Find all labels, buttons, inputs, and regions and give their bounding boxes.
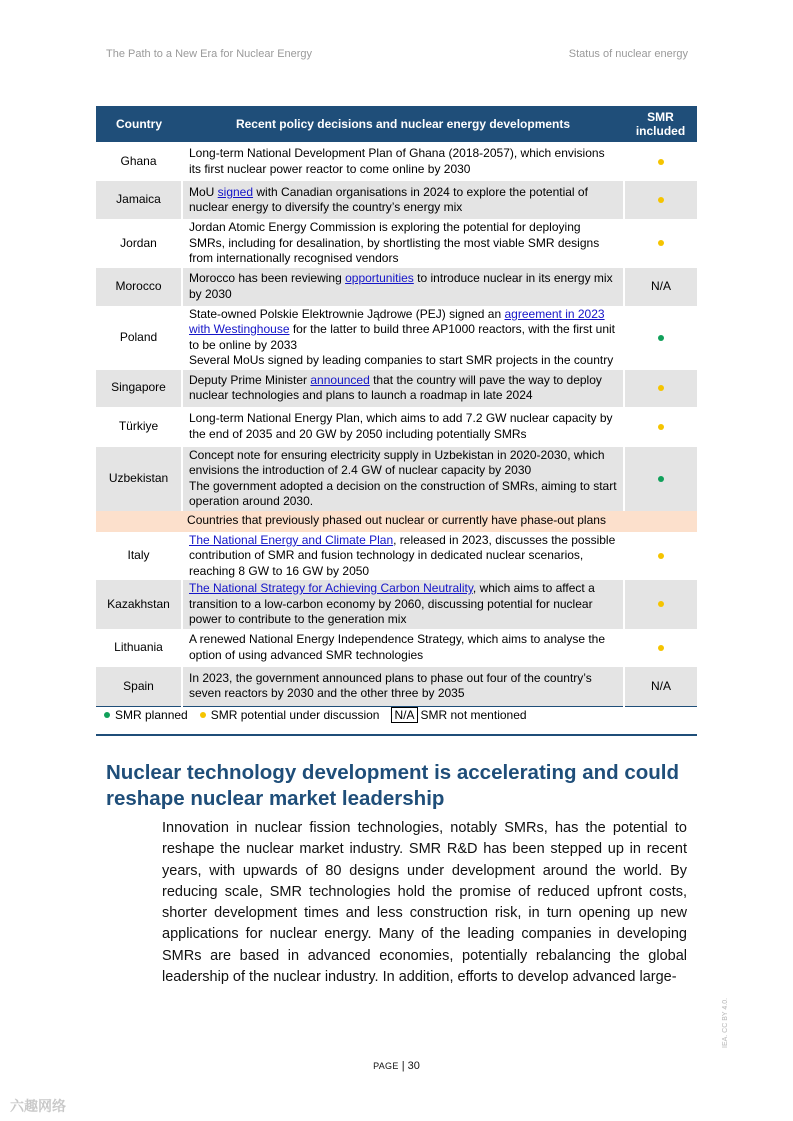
page-separator: | bbox=[401, 1060, 408, 1072]
smr-status-cell bbox=[624, 407, 697, 447]
reference-link[interactable]: opportunities bbox=[345, 271, 414, 285]
table-row bbox=[96, 306, 697, 370]
policy-cell bbox=[182, 447, 624, 511]
smr-status-cell bbox=[624, 580, 697, 629]
column-header-smr: SMR included bbox=[624, 106, 697, 142]
policy-text: Morocco has been reviewing bbox=[189, 271, 346, 285]
smr-status-cell bbox=[624, 219, 697, 268]
policy-text: Long-term National Development Plan of Ghana (2018-2057), which envisions its first nuclear power reactor to come online by 2030 bbox=[189, 146, 605, 176]
policy-cell bbox=[182, 580, 624, 629]
country-cell: Jamaica bbox=[96, 181, 182, 219]
policy-text: Concept note for ensuring electricity supply in Uzbekistan in 2020-2030, which envisions the introduction of 2.4 GW of nuclear capacity by 2030 bbox=[189, 447, 605, 477]
yellow-dot-icon bbox=[658, 553, 664, 559]
green-dot-icon bbox=[104, 712, 110, 718]
yellow-dot-icon bbox=[658, 645, 664, 651]
legend-item-planned bbox=[104, 708, 188, 722]
table-row bbox=[96, 629, 697, 667]
legend-label-not-mentioned: SMR not mentioned bbox=[420, 708, 527, 722]
table-header-row bbox=[96, 106, 697, 142]
policy-cell bbox=[182, 532, 624, 581]
country-cell: Türkiye bbox=[96, 407, 182, 447]
smr-status-cell bbox=[624, 532, 697, 581]
policy-text: to introduce nuclear in its energy mix by 2030 bbox=[189, 271, 613, 301]
smr-status-cell bbox=[624, 181, 697, 219]
table-row bbox=[96, 268, 697, 306]
page-word: PAGE bbox=[373, 1061, 399, 1071]
country-cell: Kazakhstan bbox=[96, 580, 182, 629]
country-cell: Jordan bbox=[96, 219, 182, 268]
country-cell: Uzbekistan bbox=[96, 447, 182, 511]
policy-text: State-owned Polskie Elektrownie Jądrowe (PEJ) signed an bbox=[189, 306, 505, 321]
policy-text: for the latter to build three AP1000 reactors, with the first unit to be online by 2033 bbox=[189, 322, 616, 352]
policy-cell bbox=[182, 181, 624, 219]
green-dot-icon bbox=[658, 476, 664, 482]
legend-label-planned: SMR planned bbox=[115, 708, 188, 722]
country-cell: Ghana bbox=[96, 142, 182, 181]
reference-link[interactable]: signed bbox=[217, 184, 254, 199]
smr-status-cell: N/A bbox=[624, 268, 697, 306]
policy-text: Long-term National Energy Plan, which aims to add 7.2 GW nuclear capacity by the end of 2035 and 20 GW by 2050 including potentially SMRs bbox=[189, 411, 613, 441]
country-cell: Lithuania bbox=[96, 629, 182, 667]
smr-status-cell bbox=[624, 142, 697, 181]
yellow-dot-icon bbox=[658, 385, 664, 391]
reference-link[interactable]: agreement in 2023 with Westinghouse bbox=[189, 306, 605, 336]
legend bbox=[104, 707, 539, 723]
yellow-dot-icon bbox=[658, 240, 664, 246]
country-cell: Poland bbox=[96, 306, 182, 370]
green-dot-icon bbox=[658, 335, 664, 341]
yellow-dot-icon bbox=[658, 424, 664, 430]
table-row bbox=[96, 142, 697, 181]
policy-text: A renewed National Energy Independence Strategy, which aims to analyse the option of using advanced SMR technologies bbox=[189, 632, 606, 662]
country-cell: Morocco bbox=[96, 268, 182, 306]
policy-text: In 2023, the government announced plans to phase out four of the country’s seven reactors by 2030 and the other three by 2035 bbox=[189, 670, 592, 701]
reference-link[interactable]: The National Energy and Climate Plan bbox=[189, 532, 394, 547]
table-body bbox=[96, 142, 697, 707]
table-row bbox=[96, 219, 697, 268]
table-row bbox=[96, 667, 697, 707]
policy-cell bbox=[182, 407, 624, 447]
running-header-section: Status of nuclear energy bbox=[568, 48, 688, 60]
policy-text: Several MoUs signed by leading companies to start SMR projects in the country bbox=[189, 353, 614, 367]
reference-link[interactable]: announced bbox=[310, 372, 370, 387]
reference-link[interactable]: The National Strategy for Achieving Carbon Neutrality bbox=[189, 581, 473, 595]
policy-table bbox=[96, 106, 697, 707]
policy-text: , released in 2023, discusses the possible contribution of SMR and fusion technology in dedicated nuclear scenarios, reaching 8 GW to 16 GW by 2050 bbox=[189, 532, 616, 578]
smr-status-cell bbox=[624, 629, 697, 667]
table-row bbox=[96, 407, 697, 447]
body-paragraph: Innovation in nuclear fission technologies, notably SMRs, has the potential to reshape the nuclear market industry. SMR R&D has been stepped up in recent years, with upwards of 80 designs under development around the world. By reducing scale, SMR technologies hold the promise of reduced upfront costs, shorter development times and less construction risk, in turn opening up new applications for nuclear energy. Many of the leading companies in developing SMRs are based in advanced economies, potentially rebalancing the global leadership of the nuclear industry. In addition, efforts to develop advanced large- bbox=[162, 820, 687, 986]
policy-cell bbox=[182, 142, 624, 181]
policy-cell bbox=[182, 629, 624, 667]
policy-text: MoU bbox=[189, 184, 218, 199]
policy-text: The government adopted a decision on the construction of SMRs, aiming to start operation around 2030. bbox=[189, 478, 617, 508]
legend-na-box: N/A bbox=[391, 707, 417, 723]
smr-status-cell bbox=[624, 306, 697, 370]
yellow-dot-icon bbox=[200, 712, 206, 718]
table-bottom-rule bbox=[96, 734, 697, 736]
page-number bbox=[0, 1060, 793, 1072]
license-note: IEA. CC BY 4.0. bbox=[722, 997, 729, 1048]
policy-text: Jordan Atomic Energy Commission is exploring the potential for deploying SMRs, including for desalination, by shortlisting the most viable SMR designs from internationally recognised vendors bbox=[189, 220, 600, 265]
section-row bbox=[96, 511, 697, 532]
yellow-dot-icon bbox=[658, 197, 664, 203]
policy-text: that the country will pave the way to deploy nuclear technologies and plans to launch a roadmap in late 2024 bbox=[189, 372, 602, 402]
table-row bbox=[96, 370, 697, 407]
table-row bbox=[96, 447, 697, 511]
country-cell: Spain bbox=[96, 667, 182, 707]
smr-status-cell: N/A bbox=[624, 667, 697, 707]
legend-item-not-mentioned bbox=[391, 707, 526, 723]
yellow-dot-icon bbox=[658, 159, 664, 165]
column-header-country: Country bbox=[96, 106, 182, 142]
table-row bbox=[96, 181, 697, 219]
legend-item-potential bbox=[200, 708, 380, 722]
legend-label-potential: SMR potential under discussion bbox=[210, 708, 380, 722]
table-row bbox=[96, 532, 697, 581]
policy-cell bbox=[182, 306, 624, 370]
country-cell: Italy bbox=[96, 532, 182, 581]
policy-cell bbox=[182, 370, 624, 407]
yellow-dot-icon bbox=[658, 601, 664, 607]
policy-text: , which aims to affect a transition to a low-carbon economy by 2060, discussing potential for nuclear power to contribute to the generation mix bbox=[189, 581, 595, 626]
watermark: 六趣网络 bbox=[10, 1098, 66, 1114]
policy-cell bbox=[182, 219, 624, 268]
page-number-value: 30 bbox=[407, 1060, 420, 1072]
column-header-policy: Recent policy decisions and nuclear energy developments bbox=[182, 106, 624, 142]
policy-cell bbox=[182, 268, 624, 306]
smr-status-cell bbox=[624, 370, 697, 407]
section-heading: Nuclear technology development is accelerating and could reshape nuclear market leadership bbox=[106, 761, 680, 810]
policy-text: Deputy Prime Minister bbox=[189, 372, 311, 387]
policy-cell bbox=[182, 667, 624, 707]
table-row bbox=[96, 580, 697, 629]
running-header-title: The Path to a New Era for Nuclear Energy bbox=[106, 48, 313, 60]
policy-text: with Canadian organisations in 2024 to explore the potential of nuclear energy to diversify the country’s energy mix bbox=[189, 184, 588, 214]
smr-status-cell bbox=[624, 447, 697, 511]
section-label: Countries that previously phased out nuclear or currently have phase-out plans bbox=[96, 511, 697, 532]
country-cell: Singapore bbox=[96, 370, 182, 407]
